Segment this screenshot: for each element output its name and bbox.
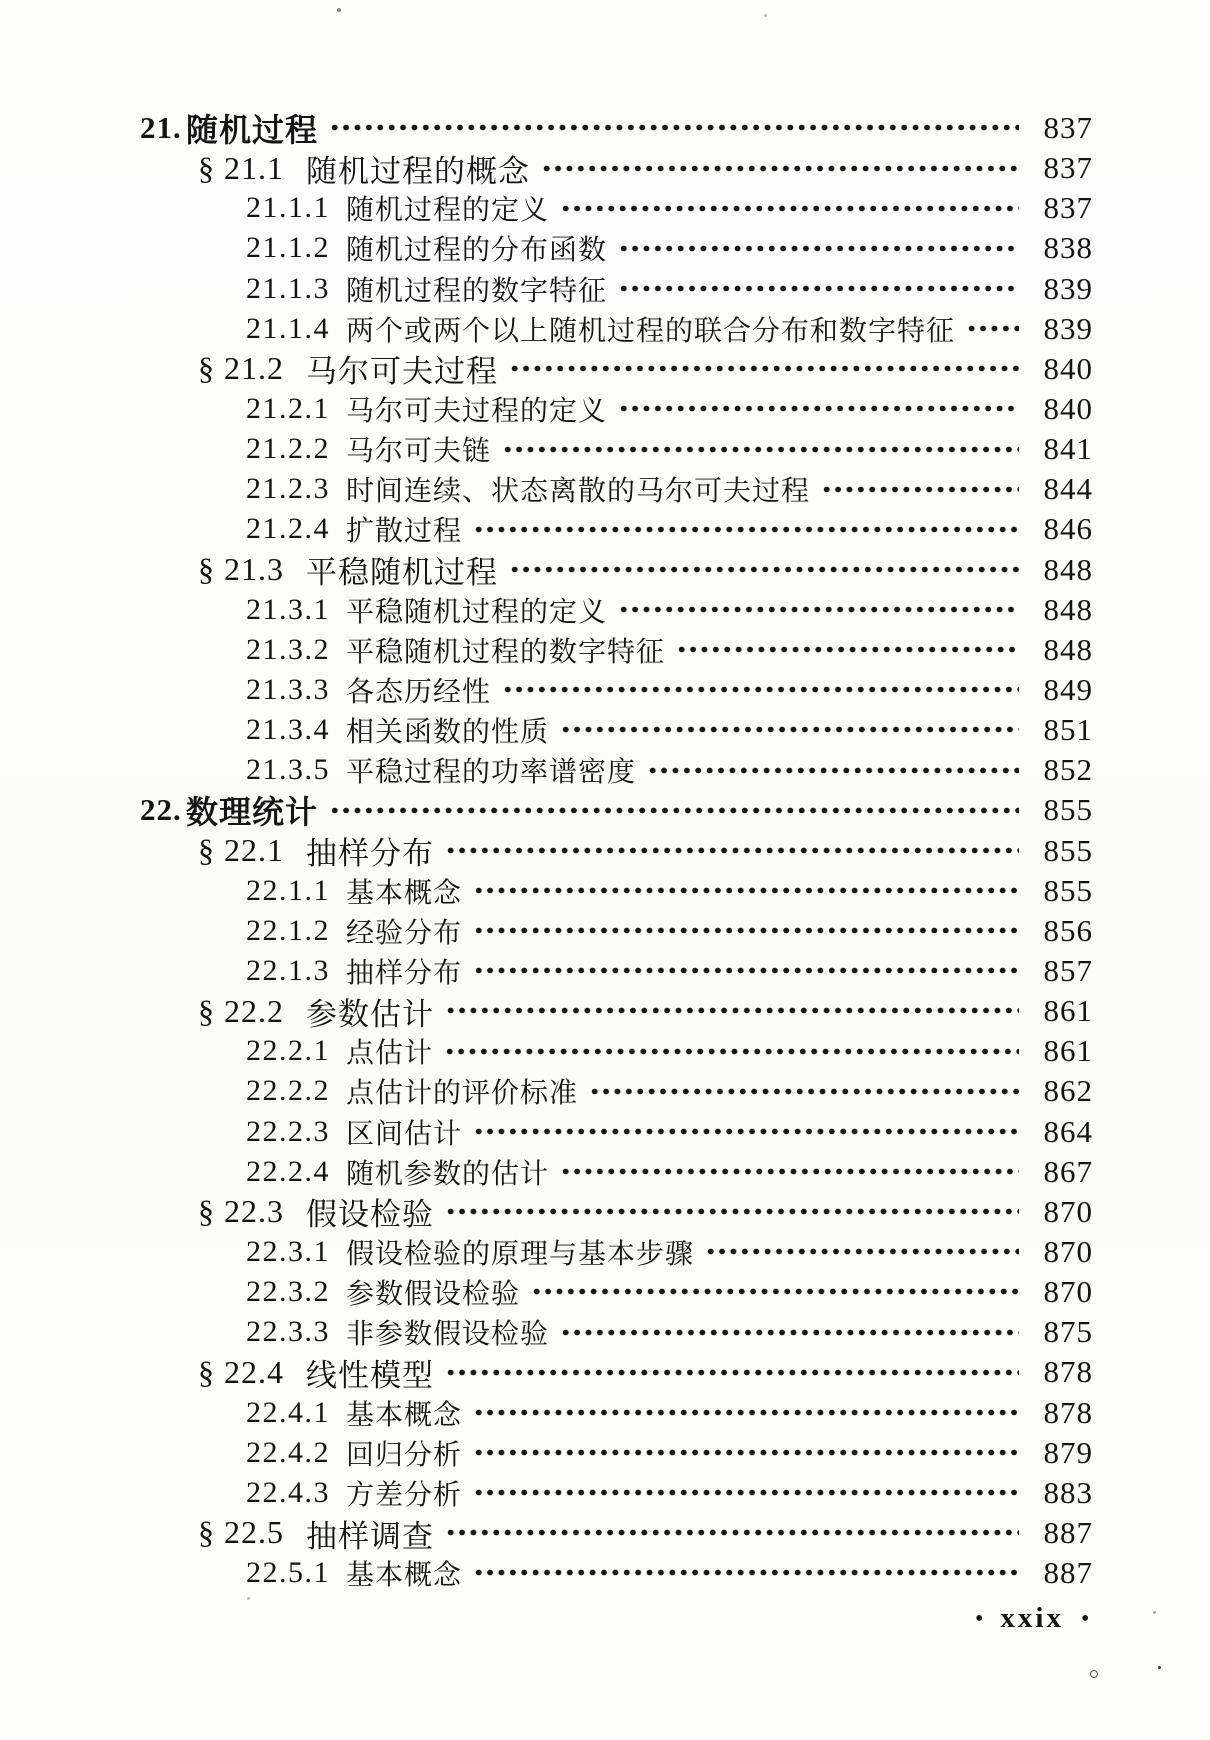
toc-entry-number: 21.3.4 [246, 713, 330, 747]
toc-entry-title: 方差分析 [346, 1477, 463, 1511]
toc-entry-page: 864 [1043, 1113, 1093, 1149]
dot-leader [616, 590, 1019, 630]
toc-entry-number: 21.3.5 [246, 753, 330, 787]
toc-entry-page: 848 [1043, 591, 1093, 627]
toc-entry [198, 550, 1093, 590]
toc-entry [198, 831, 1093, 871]
toc-entry-page: 846 [1043, 511, 1093, 547]
toc-entry-number: 21.2.4 [246, 512, 330, 546]
dot-leader [443, 1352, 1019, 1392]
toc-entry [246, 1393, 1093, 1433]
toc-entry [246, 630, 1093, 670]
dot-leader [645, 750, 1019, 790]
toc-entry-title: 抽样分布 [346, 956, 463, 990]
toc-entry-title: 点估计 [346, 1036, 434, 1070]
toc-entry [140, 790, 1093, 830]
toc-entry-title: 区间估计 [346, 1116, 463, 1150]
toc-entry-page: 840 [1043, 391, 1093, 427]
toc-entry-number: 21.2.2 [246, 432, 330, 466]
toc-entry [246, 951, 1093, 991]
dot-leader [443, 831, 1019, 871]
toc-entry [246, 1433, 1093, 1473]
dot-leader [616, 228, 1019, 268]
scan-speck [1090, 1670, 1098, 1678]
toc-entry [246, 1112, 1093, 1152]
toc-entry-number: 21.1.2 [246, 231, 330, 265]
toc-entry-page: 839 [1043, 310, 1093, 346]
dot-leader [558, 188, 1019, 228]
scan-speck [764, 14, 767, 17]
toc-entry-page: 879 [1043, 1434, 1093, 1470]
dot-leader [471, 951, 1019, 991]
toc-entry-number: § 22.2 [198, 992, 284, 1029]
toc-entry-title: 随机过程 [186, 111, 319, 150]
toc-entry-page: 870 [1043, 1274, 1093, 1310]
toc-entry-page: 848 [1043, 551, 1093, 587]
toc-entry [246, 750, 1093, 790]
dot-leader [442, 1031, 1019, 1071]
dot-leader [327, 790, 1019, 830]
toc-entry-page: 837 [1043, 110, 1093, 146]
toc-entry-title: 随机过程的概念 [306, 153, 530, 190]
dot-leader [471, 911, 1019, 951]
dot-leader [471, 1112, 1019, 1152]
toc-entry-title: 数理统计 [186, 793, 319, 832]
toc-entry-number: 22. [140, 792, 182, 828]
dot-leader [616, 269, 1019, 309]
dot-leader [471, 1433, 1019, 1473]
dot-leader [674, 630, 1019, 670]
toc-entry [140, 108, 1093, 148]
toc-entry [246, 389, 1093, 429]
toc-entry-number: 21.1.1 [246, 191, 330, 225]
dot-leader [703, 1232, 1019, 1272]
dot-leader [558, 1312, 1019, 1352]
toc-entry [246, 429, 1093, 469]
toc-entry-title: 随机参数的估计 [346, 1156, 550, 1190]
toc-entry-page: 837 [1043, 190, 1093, 226]
toc-entry-page: 870 [1043, 1234, 1093, 1269]
dot-leader [471, 1393, 1019, 1433]
scan-speck [1153, 1611, 1156, 1614]
toc-entry-number: 22.1.3 [246, 954, 330, 988]
toc-entry-page: 861 [1043, 1033, 1093, 1069]
toc-entry-page: 855 [1043, 872, 1093, 908]
toc-entry-page: 852 [1043, 752, 1093, 788]
dot-leader [443, 1513, 1019, 1553]
toc-entry-number: 22.5.1 [246, 1556, 330, 1590]
dot-leader [500, 670, 1019, 710]
toc-entry [198, 148, 1093, 188]
toc-entry-number: 22.3.3 [246, 1315, 330, 1349]
toc-entry-number: 22.3.1 [246, 1235, 330, 1268]
toc-entry-title: 基本概念 [346, 875, 463, 909]
toc-entry-page: 875 [1043, 1314, 1093, 1350]
toc-entry-page: 844 [1043, 471, 1093, 507]
footer-page-number: xxix [1000, 1602, 1064, 1634]
toc-entry-title: 马尔可夫链 [346, 434, 492, 468]
dot-leader [539, 148, 1019, 188]
scan-speck [337, 8, 341, 12]
toc-entry-number: § 21.2 [198, 350, 284, 387]
toc-entry [246, 309, 1093, 349]
toc-entry [246, 269, 1093, 309]
scan-speck [247, 1597, 250, 1600]
dot-leader [819, 469, 1019, 509]
footer-left-bullet-icon: • [975, 1605, 984, 1632]
dot-leader [443, 1192, 1019, 1232]
toc-entry [246, 590, 1093, 630]
dot-leader [507, 550, 1019, 590]
toc-entry [246, 1031, 1093, 1071]
toc-entry-number: § 22.3 [198, 1193, 284, 1230]
toc-entry-page: 837 [1043, 150, 1093, 186]
toc-entry-title: 假设检验 [306, 1197, 434, 1234]
toc-entry-title: 各态历经性 [346, 675, 492, 709]
toc-entry-number: § 22.4 [198, 1353, 284, 1390]
dot-leader [558, 1152, 1019, 1192]
toc-entry-page: 887 [1043, 1555, 1093, 1591]
dot-leader [471, 1553, 1019, 1593]
toc-entry-number: § 22.1 [198, 832, 284, 869]
toc-entry [198, 991, 1093, 1031]
toc-entry [246, 1071, 1093, 1111]
toc-entry-number: 22.2.3 [246, 1114, 330, 1148]
toc-entry-number: § 22.5 [198, 1514, 284, 1551]
toc-entry-page: 841 [1043, 431, 1093, 467]
toc-entry-title: 平稳随机过程 [306, 555, 498, 592]
toc-entry [246, 1232, 1093, 1272]
toc-entry-page: 848 [1043, 631, 1093, 667]
toc-entry [246, 1312, 1093, 1352]
toc-entry-number: 21.2.3 [246, 472, 330, 506]
toc-entry [246, 188, 1093, 228]
toc-entry-title: 马尔可夫过程 [306, 354, 498, 391]
toc-entry [246, 228, 1093, 268]
dot-leader [529, 1272, 1019, 1312]
toc-entry-title: 平稳随机过程的数字特征 [346, 634, 666, 668]
toc-entry [246, 871, 1093, 911]
toc-entry-page: 840 [1043, 350, 1093, 386]
toc-entry-number: § 21.3 [198, 551, 284, 588]
toc-entry-title: 基本概念 [346, 1558, 463, 1592]
toc-entry-title: 点估计的评价标准 [346, 1076, 579, 1110]
toc-entry-page: 851 [1043, 712, 1093, 748]
toc-entry [246, 1553, 1093, 1593]
toc-entry-page: 861 [1043, 993, 1093, 1029]
dot-leader [327, 108, 1019, 148]
toc-entry-title: 非参数假设检验 [346, 1317, 550, 1351]
dot-leader [587, 1071, 1019, 1111]
toc-entry-title: 马尔可夫过程的定义 [346, 394, 608, 428]
toc-entry-title: 基本概念 [346, 1397, 463, 1431]
toc-entry-number: 22.4.2 [246, 1435, 330, 1469]
toc-entry [246, 670, 1093, 710]
dot-leader [964, 309, 1019, 349]
dot-leader [471, 871, 1019, 911]
toc-entry [246, 911, 1093, 951]
toc-entry-title: 回归分析 [346, 1437, 463, 1471]
toc-entry-page: 862 [1043, 1073, 1093, 1109]
toc-entry-number: 21.3.1 [246, 592, 330, 626]
toc-entry [198, 1192, 1093, 1232]
toc-entry-title: 随机过程的定义 [346, 193, 550, 227]
toc-entry-page: 883 [1043, 1474, 1093, 1510]
toc-entry-number: § 21.1 [198, 149, 284, 186]
toc-entry-title: 平稳过程的功率谱密度 [346, 755, 637, 789]
toc-entry [246, 1152, 1093, 1192]
toc-entry-number: 22.2.2 [246, 1074, 330, 1108]
toc-entry-title: 扩散过程 [346, 514, 463, 548]
toc-entry [246, 469, 1093, 509]
scan-speck [1158, 1666, 1161, 1669]
toc-entry [198, 349, 1093, 389]
toc-entry-page: 887 [1043, 1514, 1093, 1550]
toc-entry-number: 22.3.2 [246, 1275, 330, 1309]
toc-entry-title: 抽样调查 [306, 1518, 434, 1555]
page-footer [975, 1602, 1089, 1635]
toc-entry-page: 855 [1043, 832, 1093, 868]
toc-entry-number: 21.2.1 [246, 392, 330, 426]
toc-list [140, 108, 1093, 1593]
toc-entry-number: 22.1.1 [246, 873, 330, 907]
toc-entry-title: 经验分布 [346, 915, 463, 949]
toc-entry-page: 849 [1043, 672, 1093, 708]
dot-leader [616, 389, 1019, 429]
dot-leader [500, 429, 1019, 469]
toc-entry [246, 1272, 1093, 1312]
toc-entry-title: 参数假设检验 [346, 1277, 521, 1311]
toc-entry-page: 857 [1043, 953, 1093, 989]
toc-entry-title: 时间连续、状态离散的马尔可夫过程 [346, 474, 811, 508]
dot-leader [471, 509, 1019, 549]
dot-leader [471, 1473, 1019, 1513]
toc-entry-number: 21.3.2 [246, 632, 330, 666]
toc-entry-title: 平稳随机过程的定义 [346, 594, 608, 628]
toc-entry-page: 867 [1043, 1153, 1093, 1189]
toc-entry-number: 22.2.4 [246, 1154, 330, 1188]
toc-entry-title: 抽样分布 [306, 836, 434, 873]
toc-entry-number: 22.2.1 [246, 1034, 330, 1068]
toc-entry-page: 878 [1043, 1354, 1093, 1390]
toc-entry-title: 随机过程的数字特征 [346, 273, 608, 307]
toc-entry [246, 1473, 1093, 1513]
toc-entry-number: 21.1.3 [246, 271, 330, 305]
toc-entry-title: 两个或两个以上随机过程的联合分布和数字特征 [346, 313, 956, 347]
toc-entry-title: 线性模型 [306, 1357, 434, 1394]
toc-entry-title: 随机过程的分布函数 [346, 233, 608, 267]
footer-right-bullet-icon: • [1080, 1605, 1090, 1632]
dot-leader [507, 349, 1019, 389]
toc-entry-page: 878 [1043, 1394, 1093, 1430]
toc-entry-number: 22.4.1 [246, 1395, 330, 1429]
toc-entry-number: 21.3.3 [246, 673, 330, 707]
toc-entry [198, 1352, 1093, 1392]
toc-entry-title: 假设检验的原理与基本步骤 [346, 1237, 695, 1270]
toc-entry-page: 839 [1043, 270, 1093, 306]
toc-entry [246, 509, 1093, 549]
toc-entry-page: 838 [1043, 230, 1093, 266]
toc-entry-title: 参数估计 [306, 996, 434, 1033]
toc-entry-page: 870 [1043, 1193, 1093, 1229]
toc-entry-page: 855 [1043, 792, 1093, 828]
dot-leader [443, 991, 1019, 1031]
dot-leader [558, 710, 1019, 750]
toc-entry-number: 22.4.3 [246, 1475, 330, 1509]
toc-entry-number: 21.1.4 [246, 311, 330, 345]
toc-entry-title: 相关函数的性质 [346, 715, 550, 749]
toc-entry-number: 22.1.2 [246, 913, 330, 947]
toc-entry-page: 856 [1043, 912, 1093, 948]
toc-entry [246, 710, 1093, 750]
toc-entry-number: 21. [140, 110, 182, 146]
toc-entry [198, 1513, 1093, 1553]
